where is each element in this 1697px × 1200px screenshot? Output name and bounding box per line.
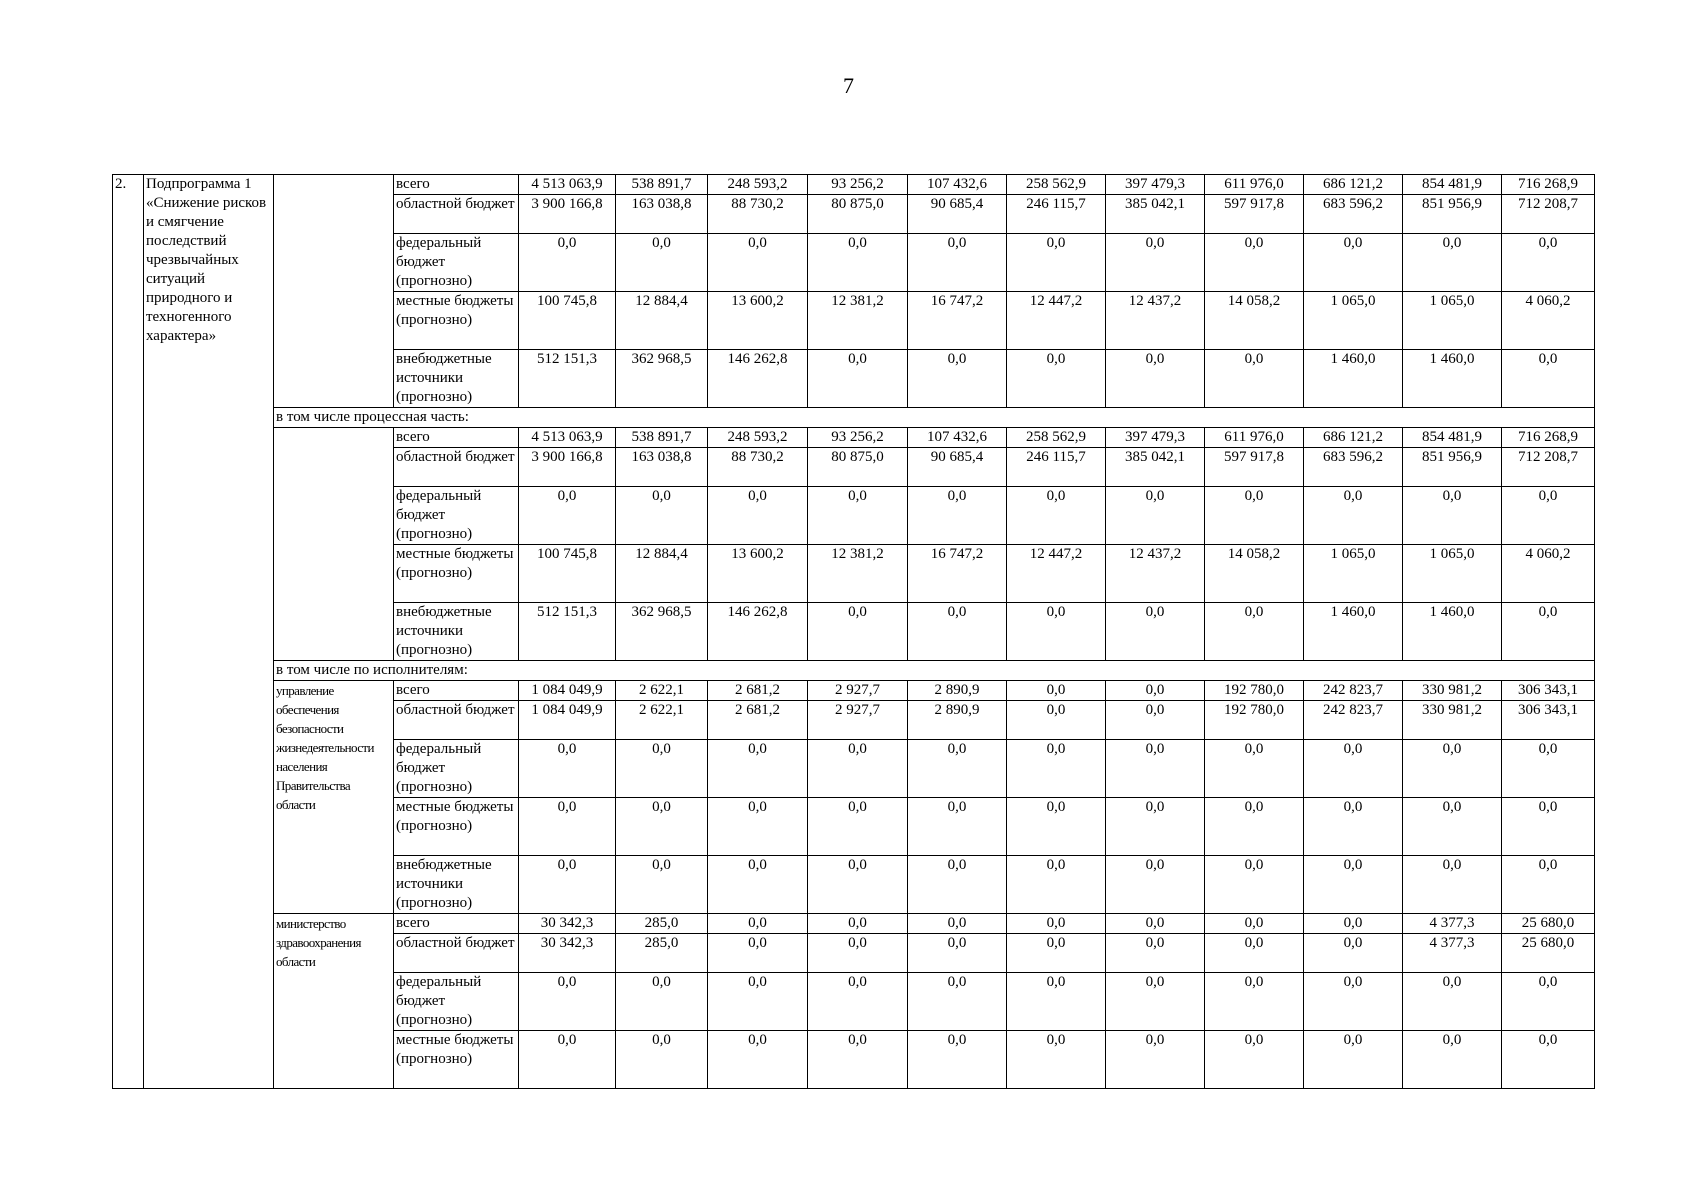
year-value: 0,0 [1007,350,1106,408]
budget-source-label: всего [394,428,519,448]
year-value: 0,0 [1502,856,1595,914]
year-value: 12 884,4 [616,292,708,350]
year-value: 2 681,2 [708,681,808,701]
year-value: 0,0 [708,798,808,856]
year-value: 0,0 [1205,603,1304,661]
total-value: 30 342,3 [519,934,616,973]
year-value: 25 680,0 [1502,914,1595,934]
year-value: 12 437,2 [1106,545,1205,603]
year-value: 0,0 [708,740,808,798]
year-value: 611 976,0 [1205,428,1304,448]
total-value: 0,0 [519,1031,616,1089]
year-value: 0,0 [808,234,908,292]
budget-source-label: всего [394,681,519,701]
year-value: 163 038,8 [616,195,708,234]
table-row [113,681,1595,701]
table-row [113,914,1595,934]
year-value: 2 622,1 [616,701,708,740]
year-value: 0,0 [1106,701,1205,740]
budget-source-label: федеральный бюджет (прогнозно) [394,487,519,545]
year-value: 854 481,9 [1403,428,1502,448]
year-value: 0,0 [1007,603,1106,661]
year-value: 0,0 [1205,740,1304,798]
year-value: 4 060,2 [1502,292,1595,350]
year-value: 0,0 [1403,487,1502,545]
year-value: 4 060,2 [1502,545,1595,603]
year-value: 0,0 [1304,914,1403,934]
year-value: 851 956,9 [1403,195,1502,234]
executor-cell-empty [274,428,394,661]
year-value: 0,0 [908,350,1007,408]
year-value: 0,0 [908,798,1007,856]
year-value: 0,0 [1304,487,1403,545]
year-value: 538 891,7 [616,175,708,195]
year-value: 0,0 [1205,914,1304,934]
year-value: 0,0 [908,1031,1007,1089]
year-value: 0,0 [1106,798,1205,856]
year-value: 0,0 [908,740,1007,798]
total-value: 30 342,3 [519,914,616,934]
year-value: 13 600,2 [708,545,808,603]
year-value: 0,0 [708,487,808,545]
year-value: 2 890,9 [908,701,1007,740]
year-value: 107 432,6 [908,175,1007,195]
year-value: 1 065,0 [1304,545,1403,603]
year-value: 0,0 [1403,798,1502,856]
year-value: 597 917,8 [1205,195,1304,234]
year-value: 0,0 [1502,1031,1595,1089]
year-value: 1 065,0 [1403,292,1502,350]
year-value: 1 065,0 [1403,545,1502,603]
year-value: 13 600,2 [708,292,808,350]
year-value: 192 780,0 [1205,681,1304,701]
year-value: 0,0 [1403,856,1502,914]
year-value: 0,0 [1304,1031,1403,1089]
total-value: 0,0 [519,798,616,856]
year-value: 0,0 [1007,740,1106,798]
year-value: 0,0 [616,973,708,1031]
year-value: 0,0 [1106,740,1205,798]
year-value: 0,0 [708,934,808,973]
year-value: 1 460,0 [1304,350,1403,408]
year-value: 248 593,2 [708,428,808,448]
year-value: 285,0 [616,914,708,934]
year-value: 716 268,9 [1502,428,1595,448]
year-value: 163 038,8 [616,448,708,487]
year-value: 12 447,2 [1007,545,1106,603]
year-value: 0,0 [1502,973,1595,1031]
year-value: 0,0 [1106,914,1205,934]
year-value: 246 115,7 [1007,195,1106,234]
year-value: 0,0 [708,973,808,1031]
year-value: 1 460,0 [1403,603,1502,661]
budget-source-label: всего [394,175,519,195]
year-value: 0,0 [1205,350,1304,408]
year-value: 12 447,2 [1007,292,1106,350]
total-value: 0,0 [519,487,616,545]
year-value: 0,0 [1007,681,1106,701]
year-value: 12 437,2 [1106,292,1205,350]
year-value: 0,0 [1106,973,1205,1031]
year-value: 0,0 [908,603,1007,661]
budget-source-label: федеральный бюджет (прогнозно) [394,234,519,292]
year-value: 0,0 [808,856,908,914]
year-value: 0,0 [1007,487,1106,545]
year-value: 0,0 [1403,740,1502,798]
budget-source-label: местные бюджеты (прогнозно) [394,798,519,856]
year-value: 1 460,0 [1304,603,1403,661]
budget-source-label: областной бюджет [394,701,519,740]
year-value: 306 343,1 [1502,681,1595,701]
year-value: 0,0 [808,487,908,545]
year-value: 0,0 [1502,350,1595,408]
year-value: 330 981,2 [1403,701,1502,740]
total-value: 0,0 [519,740,616,798]
year-value: 0,0 [908,487,1007,545]
year-value: 0,0 [1106,1031,1205,1089]
total-value: 1 084 049,9 [519,681,616,701]
year-value: 0,0 [1106,350,1205,408]
year-value: 192 780,0 [1205,701,1304,740]
year-value: 538 891,7 [616,428,708,448]
year-value: 0,0 [908,973,1007,1031]
year-value: 2 927,7 [808,681,908,701]
total-value: 100 745,8 [519,292,616,350]
year-value: 0,0 [808,914,908,934]
budget-source-label: областной бюджет [394,934,519,973]
total-value: 3 900 166,8 [519,195,616,234]
year-value: 686 121,2 [1304,175,1403,195]
year-value: 0,0 [616,798,708,856]
year-value: 88 730,2 [708,195,808,234]
year-value: 686 121,2 [1304,428,1403,448]
year-value: 0,0 [1007,856,1106,914]
executor-name: министерство здравоохранения области [274,914,394,1089]
year-value: 397 479,3 [1106,428,1205,448]
year-value: 683 596,2 [1304,448,1403,487]
year-value: 0,0 [1304,740,1403,798]
year-value: 16 747,2 [908,545,1007,603]
year-value: 0,0 [1106,681,1205,701]
year-value: 0,0 [1403,973,1502,1031]
total-value: 0,0 [519,973,616,1031]
year-value: 285,0 [616,934,708,973]
year-value: 716 268,9 [1502,175,1595,195]
year-value: 258 562,9 [1007,428,1106,448]
year-value: 397 479,3 [1106,175,1205,195]
year-value: 0,0 [808,603,908,661]
year-value: 0,0 [808,934,908,973]
year-value: 0,0 [1205,234,1304,292]
total-value: 3 900 166,8 [519,448,616,487]
year-value: 0,0 [1205,973,1304,1031]
program-number: 2. [113,175,144,1089]
year-value: 0,0 [908,914,1007,934]
year-value: 0,0 [1304,234,1403,292]
year-value: 146 262,8 [708,603,808,661]
budget-source-label: федеральный бюджет (прогнозно) [394,973,519,1031]
year-value: 0,0 [1106,934,1205,973]
budget-source-label: внебюджетные источники (прогнозно) [394,350,519,408]
budget-source-label: областной бюджет [394,448,519,487]
year-value: 80 875,0 [808,448,908,487]
executor-name: управление обеспечения безопасности жизнедеятельности населения Правительства области [274,681,394,914]
year-value: 0,0 [1007,798,1106,856]
year-value: 0,0 [908,234,1007,292]
year-value: 0,0 [1106,234,1205,292]
year-value: 107 432,6 [908,428,1007,448]
year-value: 0,0 [808,798,908,856]
total-value: 0,0 [519,234,616,292]
year-value: 0,0 [808,973,908,1031]
table-body [113,175,1595,1089]
year-value: 0,0 [1502,740,1595,798]
year-value: 0,0 [1205,856,1304,914]
year-value: 385 042,1 [1106,195,1205,234]
table-row [113,428,1595,448]
total-value: 1 084 049,9 [519,701,616,740]
year-value: 362 968,5 [616,603,708,661]
section-row [113,661,1595,681]
year-value: 0,0 [616,740,708,798]
year-value: 0,0 [1502,234,1595,292]
year-value: 2 681,2 [708,701,808,740]
year-value: 0,0 [616,856,708,914]
total-value: 100 745,8 [519,545,616,603]
year-value: 2 622,1 [616,681,708,701]
year-value: 0,0 [1304,934,1403,973]
section-row [113,408,1595,428]
year-value: 0,0 [1007,914,1106,934]
budget-source-label: областной бюджет [394,195,519,234]
total-value: 4 513 063,9 [519,428,616,448]
year-value: 258 562,9 [1007,175,1106,195]
year-value: 2 927,7 [808,701,908,740]
executor-cell-empty [274,175,394,408]
year-value: 14 058,2 [1205,545,1304,603]
year-value: 0,0 [616,234,708,292]
year-value: 0,0 [1403,234,1502,292]
year-value: 0,0 [908,856,1007,914]
year-value: 4 377,3 [1403,934,1502,973]
year-value: 0,0 [616,487,708,545]
year-value: 0,0 [1106,603,1205,661]
year-value: 0,0 [1502,603,1595,661]
budget-source-label: местные бюджеты (прогнозно) [394,545,519,603]
year-value: 0,0 [1502,798,1595,856]
year-value: 12 381,2 [808,292,908,350]
budget-source-label: федеральный бюджет (прогнозно) [394,740,519,798]
year-value: 0,0 [1205,1031,1304,1089]
year-value: 242 823,7 [1304,701,1403,740]
year-value: 0,0 [808,740,908,798]
budget-source-label: местные бюджеты (прогнозно) [394,292,519,350]
year-value: 0,0 [708,856,808,914]
year-value: 712 208,7 [1502,448,1595,487]
budget-source-label: внебюджетные источники (прогнозно) [394,856,519,914]
year-value: 248 593,2 [708,175,808,195]
year-value: 1 460,0 [1403,350,1502,408]
year-value: 0,0 [1304,973,1403,1031]
year-value: 88 730,2 [708,448,808,487]
year-value: 0,0 [1304,856,1403,914]
year-value: 597 917,8 [1205,448,1304,487]
year-value: 4 377,3 [1403,914,1502,934]
total-value: 512 151,3 [519,603,616,661]
year-value: 12 884,4 [616,545,708,603]
year-value: 0,0 [908,934,1007,973]
year-value: 0,0 [1205,934,1304,973]
executors-heading: в том числе по исполнителям: [274,661,1595,681]
year-value: 146 262,8 [708,350,808,408]
year-value: 0,0 [1502,487,1595,545]
year-value: 611 976,0 [1205,175,1304,195]
year-value: 854 481,9 [1403,175,1502,195]
budget-source-label: внебюджетные источники (прогнозно) [394,603,519,661]
year-value: 16 747,2 [908,292,1007,350]
total-value: 4 513 063,9 [519,175,616,195]
year-value: 0,0 [1007,234,1106,292]
year-value: 242 823,7 [1304,681,1403,701]
year-value: 90 685,4 [908,448,1007,487]
year-value: 0,0 [1007,1031,1106,1089]
year-value: 362 968,5 [616,350,708,408]
budget-source-label: местные бюджеты (прогнозно) [394,1031,519,1089]
year-value: 1 065,0 [1304,292,1403,350]
process-part-heading: в том числе процессная часть: [274,408,1595,428]
year-value: 80 875,0 [808,195,908,234]
total-value: 0,0 [519,856,616,914]
budget-table [112,174,1595,1089]
year-value: 0,0 [1106,856,1205,914]
year-value: 90 685,4 [908,195,1007,234]
year-value: 851 956,9 [1403,448,1502,487]
year-value: 0,0 [1007,973,1106,1031]
budget-source-label: всего [394,914,519,934]
year-value: 385 042,1 [1106,448,1205,487]
year-value: 0,0 [1205,487,1304,545]
year-value: 0,0 [1007,934,1106,973]
program-name: Подпрограмма 1 «Снижение рисков и смягчение последствий чрезвычайных ситуаций природного и техногенного характера» [144,175,274,1089]
year-value: 0,0 [1403,1031,1502,1089]
year-value: 0,0 [708,1031,808,1089]
year-value: 0,0 [1205,798,1304,856]
year-value: 246 115,7 [1007,448,1106,487]
year-value: 0,0 [1304,798,1403,856]
table-row [113,175,1595,195]
year-value: 2 890,9 [908,681,1007,701]
year-value: 0,0 [1007,701,1106,740]
year-value: 330 981,2 [1403,681,1502,701]
year-value: 93 256,2 [808,428,908,448]
year-value: 712 208,7 [1502,195,1595,234]
year-value: 14 058,2 [1205,292,1304,350]
year-value: 12 381,2 [808,545,908,603]
page-number: 7 [843,73,854,98]
year-value: 0,0 [1106,487,1205,545]
year-value: 0,0 [616,1031,708,1089]
year-value: 93 256,2 [808,175,908,195]
year-value: 0,0 [808,1031,908,1089]
total-value: 512 151,3 [519,350,616,408]
year-value: 683 596,2 [1304,195,1403,234]
year-value: 0,0 [708,234,808,292]
year-value: 0,0 [808,350,908,408]
year-value: 25 680,0 [1502,934,1595,973]
year-value: 306 343,1 [1502,701,1595,740]
year-value: 0,0 [708,914,808,934]
